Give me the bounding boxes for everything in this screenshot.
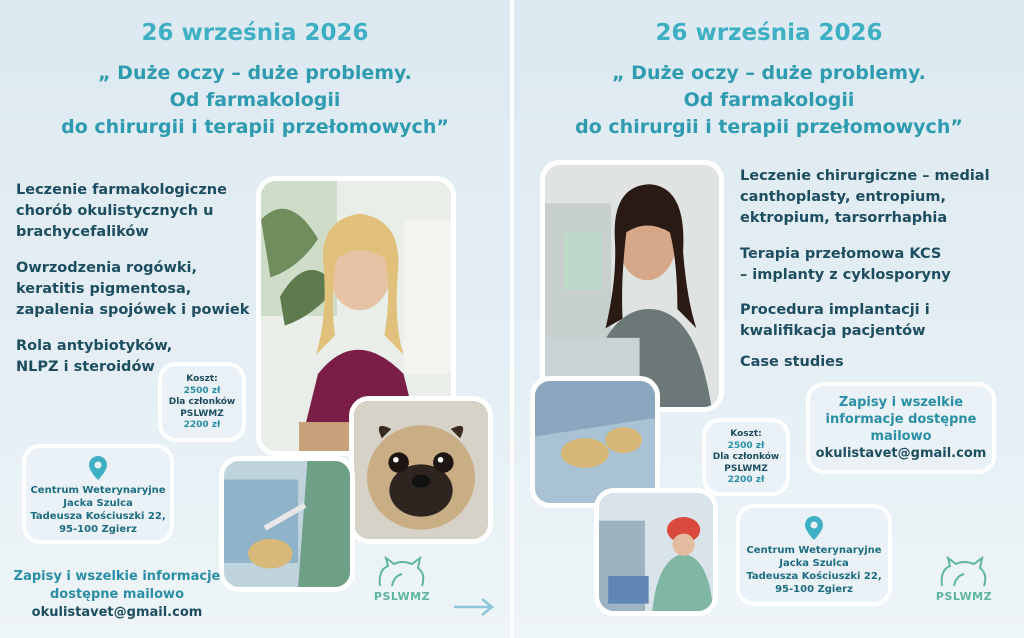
location-card: Centrum Weterynaryjne Jacka Szulca Tadeusza Kościuszki 22, 95-100 Zgierz (22, 444, 174, 544)
microscope-photo (594, 488, 718, 616)
pslwmz-logo: PSLWMZ (372, 556, 432, 608)
email-link[interactable]: okulistavet@gmail.com (31, 605, 203, 620)
surgery-photo (219, 456, 355, 592)
poster-right (514, 0, 1024, 638)
event-title: „ Duże oczy – duże problemy. Od farmakologii do chirurgii i terapii przełomowych” (61, 62, 449, 138)
topic-kcs: Terapia przełomowa KCS – implanty z cyklosporyny (740, 246, 951, 283)
topic-pharmacology: Leczenie farmakologiczne chorób okulistycznych u brachycefalików (16, 182, 227, 240)
arrow-right-icon[interactable] (452, 596, 496, 618)
cost-card: Koszt: 2500 zł Dla członków PSLWMZ 2200 zł (158, 362, 246, 442)
topic-implantation: Procedura implantacji i kwalifikacja pacjentów (740, 302, 930, 339)
event-date: 26 września 2026 (141, 20, 369, 46)
location-pin-icon (89, 456, 107, 480)
location-pin-icon (805, 516, 823, 540)
signup-card: Zapisy i wszelkie informacje dostępne mailowo okulistavet@gmail.com (806, 382, 996, 474)
cat-dog-logo-icon (372, 556, 432, 590)
topic-ulcers: Owrzodzenia rogówki, keratitis pigmentosa, zapalenia spojówek i powiek (16, 260, 250, 318)
pug-photo (349, 396, 493, 544)
email-link[interactable]: okulistavet@gmail.com (815, 446, 987, 461)
signup-info: Zapisy i wszelkie informacje dostępne mailowo okulistavet@gmail.com (10, 568, 224, 622)
cat-dog-logo-icon (934, 556, 994, 590)
pslwmz-logo: PSLWMZ (934, 556, 994, 608)
topic-surgery: Leczenie chirurgiczne – medial canthoplasty, entropium, ektropium, tarsorrhaphia (740, 168, 990, 226)
topic-case-studies: Case studies (740, 354, 844, 370)
event-date: 26 września 2026 (655, 20, 883, 46)
location-card: Centrum Weterynaryjne Jacka Szulca Tadeusza Kościuszki 22, 95-100 Zgierz (736, 504, 892, 606)
doctor-photo (540, 160, 724, 412)
event-title: „ Duże oczy – duże problemy. Od farmakologii do chirurgii i terapii przełomowych” (575, 62, 963, 138)
cost-card: Koszt: 2500 zł Dla członków PSLWMZ 2200 zł (702, 418, 790, 496)
poster-left (0, 0, 510, 638)
topic-antibiotics: Rola antybiotyków, NLPZ i steroidów (16, 338, 173, 375)
